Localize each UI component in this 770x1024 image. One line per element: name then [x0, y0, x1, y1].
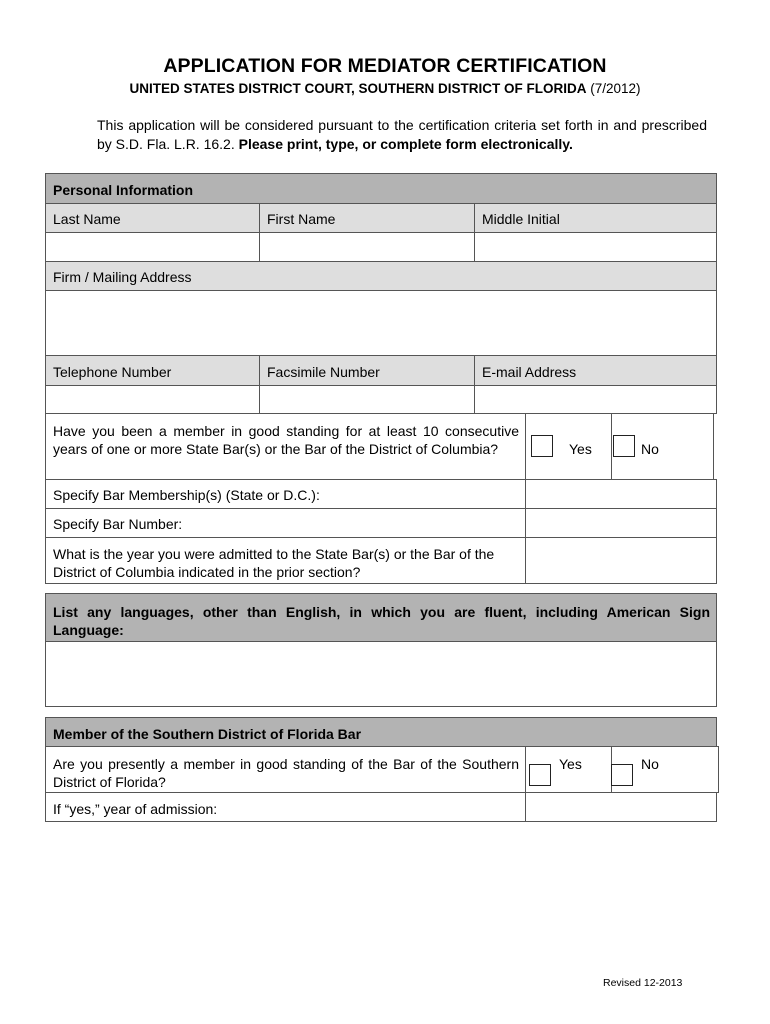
sdfl-no-label: No — [641, 756, 659, 772]
first-name-label: First Name — [267, 211, 336, 227]
year-admitted-label-cell — [45, 537, 526, 584]
email-label: E-mail Address — [482, 364, 577, 380]
fax-label-cell — [259, 355, 475, 386]
last-name-field[interactable] — [45, 232, 260, 262]
sdfl-yes-checkbox[interactable] — [529, 764, 551, 786]
bar-standing-yes-cell — [525, 413, 612, 480]
bar-membership-field[interactable] — [525, 479, 717, 509]
year-admitted-label: What is the year you were admitted to the State Bar(s) or the Bar of the District of Columbia indicated in the prior section? — [53, 546, 495, 580]
bar-number-label-cell — [45, 508, 526, 538]
sdfl-title: Member of the Southern District of Florida Bar — [53, 726, 362, 742]
sdfl-year-field[interactable] — [525, 792, 717, 822]
middle-initial-label-cell — [474, 203, 717, 233]
bar-membership-label: Specify Bar Membership(s) (State or D.C.): — [53, 487, 320, 503]
middle-initial-label: Middle Initial — [482, 211, 560, 227]
intro-paragraph — [97, 116, 707, 154]
bar-standing-no-cell — [611, 413, 714, 480]
sdfl-yes-label: Yes — [559, 756, 582, 772]
first-name-field[interactable] — [259, 232, 475, 262]
sdfl-year-label-cell — [45, 792, 526, 822]
revision-note: Revised 12-2013 — [603, 977, 683, 989]
form-subtitle — [0, 81, 770, 96]
bar-standing-question-cell — [45, 413, 526, 480]
court-name: UNITED STATES DISTRICT COURT, SOUTHERN DISTRICT OF FLORIDA — [129, 81, 587, 96]
year-admitted-field[interactable] — [525, 537, 717, 584]
telephone-label: Telephone Number — [53, 364, 172, 380]
languages-field[interactable] — [45, 641, 717, 707]
last-name-label-cell — [45, 203, 260, 233]
sdfl-question: Are you presently a member in good standing of the Bar of the Southern District of Florida? — [53, 756, 519, 790]
bar-standing-no-label: No — [641, 441, 659, 457]
bar-number-field[interactable] — [525, 508, 717, 538]
email-label-cell — [474, 355, 717, 386]
bar-membership-label-cell — [45, 479, 526, 509]
telephone-label-cell — [45, 355, 260, 386]
intro-instruction: Please print, type, or complete form electronically. — [238, 136, 573, 152]
fax-label: Facsimile Number — [267, 364, 380, 380]
email-field[interactable] — [474, 385, 717, 414]
sdfl-yes-cell — [525, 746, 612, 793]
form-date: (7/2012) — [586, 81, 641, 96]
address-label-cell — [45, 261, 717, 291]
intro-text: This application will be considered pursuant to the certification criteria set forth in and prescribed by S.D. Fla. L.R. 16.2. — [97, 117, 707, 152]
personal-info-header — [45, 173, 717, 204]
last-name-label: Last Name — [53, 211, 121, 227]
first-name-label-cell — [259, 203, 475, 233]
sdfl-header — [45, 717, 717, 747]
sdfl-year-label: If “yes,” year of admission: — [53, 801, 218, 817]
telephone-field[interactable] — [45, 385, 260, 414]
bar-standing-yes-checkbox[interactable] — [531, 435, 553, 457]
bar-standing-yes-label: Yes — [569, 441, 592, 457]
address-label: Firm / Mailing Address — [53, 269, 192, 285]
sdfl-no-checkbox[interactable] — [611, 764, 633, 786]
sdfl-question-cell — [45, 746, 526, 793]
bar-standing-no-checkbox[interactable] — [613, 435, 635, 457]
form-title: APPLICATION FOR MEDIATOR CERTIFICATION — [163, 55, 607, 77]
personal-info-title: Personal Information — [53, 182, 194, 198]
address-field[interactable] — [45, 290, 717, 356]
fax-field[interactable] — [259, 385, 475, 414]
sdfl-no-cell — [611, 746, 719, 793]
languages-title: List any languages, other than English, in which you are fluent, including American Sign Language: — [53, 604, 710, 638]
bar-number-label: Specify Bar Number: — [53, 516, 183, 532]
middle-initial-field[interactable] — [474, 232, 717, 262]
bar-standing-question: Have you been a member in good standing for at least 10 consecutive years of one or more State Bar(s) or the Bar of the District of Columbia? — [53, 423, 519, 457]
languages-header — [45, 593, 717, 642]
